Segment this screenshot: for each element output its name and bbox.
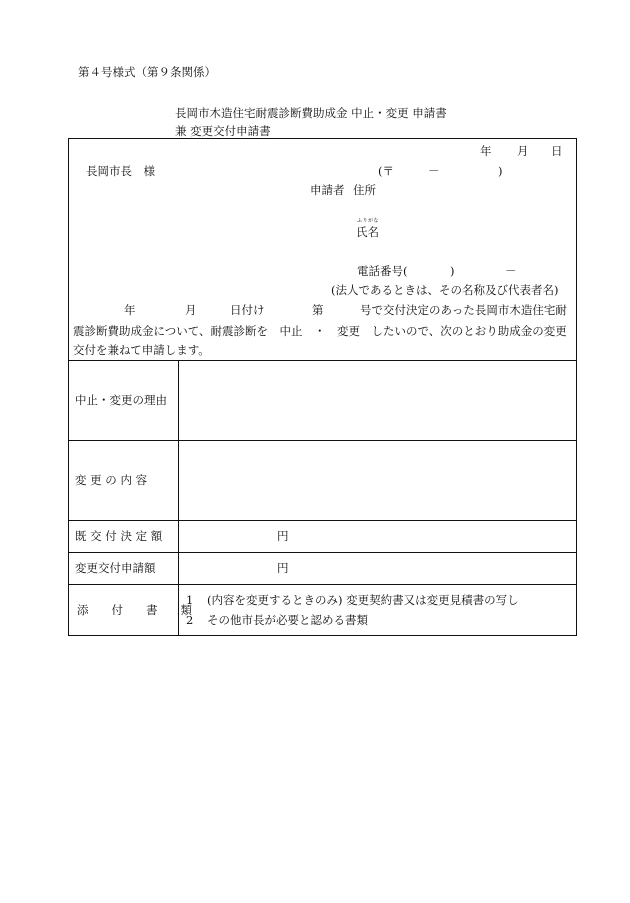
application-form — [68, 138, 577, 636]
date-day-label: 日 — [551, 144, 563, 158]
postal-open: (〒 — [378, 164, 394, 178]
requested-amount-label: 変更交付申請額 — [75, 561, 156, 575]
body-dai: 第 — [312, 303, 324, 317]
attachments-label: 添 付 書 類 — [77, 603, 192, 617]
attachment-1-number: 1 — [186, 593, 194, 607]
body-month: 月 — [185, 303, 197, 317]
applicant-label: 申請者 — [310, 183, 345, 197]
row-divider — [69, 584, 576, 585]
corporation-note: (法人であるときは、その名称及び代表者名) — [331, 283, 559, 297]
column-divider — [178, 360, 179, 635]
row-divider — [69, 360, 576, 361]
row-divider — [69, 440, 576, 441]
form-title: 長岡市木造住宅耐震診断費助成金 中止・変更 申請書 — [175, 106, 447, 120]
addressee: 長岡市長 様 — [86, 164, 155, 178]
form-subtitle: 兼 変更交付申請書 — [175, 124, 271, 138]
phone-label: 電話番号( — [357, 264, 408, 278]
date-year-label: 年 — [480, 144, 492, 158]
address-label: 住所 — [353, 183, 376, 197]
body-dated: 日付け — [230, 303, 265, 317]
name-label: 氏名 — [356, 225, 379, 239]
row-divider — [69, 520, 576, 521]
phone-dash: － — [505, 264, 517, 278]
postal-close: ) — [498, 164, 503, 178]
attachment-2-text: その他市長が必要と認める書類 — [207, 613, 368, 627]
reason-label: 中止・変更の理由 — [75, 393, 167, 407]
postal-dash: － — [428, 164, 440, 178]
decided-amount-unit: 円 — [277, 529, 289, 543]
body-line1-rest: 号で交付決定のあった長岡市木造住宅耐 — [360, 303, 567, 317]
body-line2: 震診断費助成金について、耐震診断を 中止 ・ 変更 したいので、次のとおり助成金の変更 — [73, 324, 567, 338]
name-ruby: ふりがな — [357, 218, 380, 224]
attachment-1-text: (内容を変更するときのみ) 変更契約書又は変更見積書の写し — [207, 593, 519, 607]
body-line3: 交付を兼ねて申請します。 — [73, 343, 210, 357]
form-number: 第４号様式（第９条関係） — [78, 65, 216, 79]
change-content-label: 変 更 の 内 容 — [75, 473, 148, 487]
date-month-label: 月 — [517, 144, 529, 158]
phone-close: ) — [450, 264, 455, 278]
row-divider — [69, 552, 576, 553]
attachment-2-number: 2 — [186, 613, 194, 627]
requested-amount-unit: 円 — [277, 561, 289, 575]
body-year: 年 — [124, 303, 136, 317]
decided-amount-label: 既 交 付 決 定 額 — [75, 529, 163, 543]
